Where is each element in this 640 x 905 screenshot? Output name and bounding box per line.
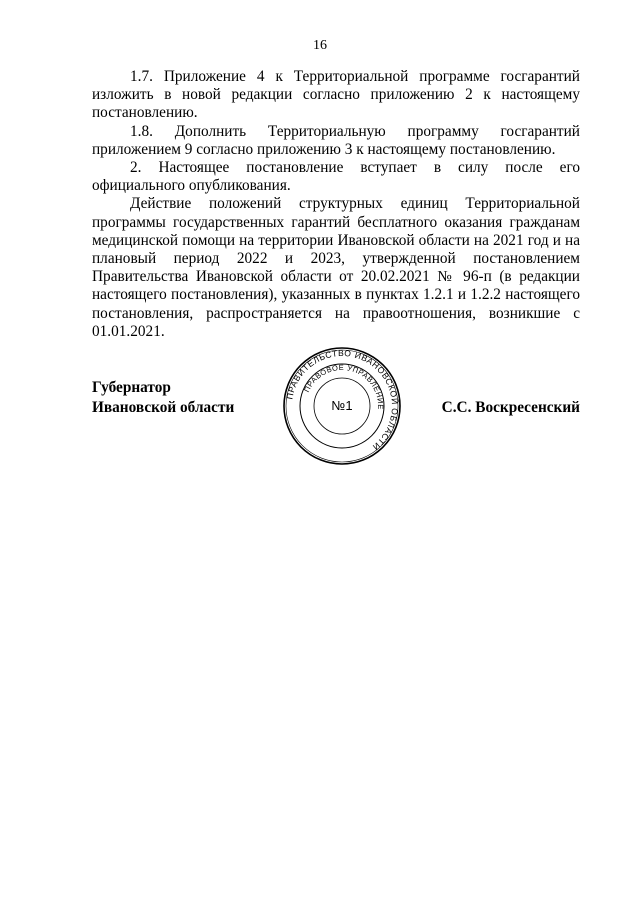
stamp-center-text: №1 bbox=[331, 398, 353, 413]
official-stamp bbox=[282, 346, 402, 466]
signatory-title-line2: Ивановской области bbox=[92, 399, 235, 416]
stamp-outer-text: ПРАВИТЕЛЬСТВО ИВАНОВСКОЙ ОБЛАСТИ bbox=[284, 347, 401, 453]
paragraph-2: 2. Настоящее постановление вступает в силу после его официального опубликования. bbox=[92, 159, 580, 195]
document-body bbox=[92, 68, 580, 341]
stamp-inner-text: ПРАВОВОЕ УПРАВЛЕНИЕ bbox=[302, 362, 386, 410]
signatory-title bbox=[92, 378, 234, 418]
paragraph-1-8: 1.8. Дополнить Территориальную программу госгарантий приложением 9 согласно приложению 3 к настоящему постановлению. bbox=[92, 122, 580, 158]
paragraph-1-7: 1.7. Приложение 4 к Территориальной программе госгарантий изложить в новой редакции согласно приложению 2 к настоящему постановлению. bbox=[92, 68, 580, 122]
paragraph-effect: Действие положений структурных единиц Территориальной программы государственных гарантий бесплатного оказания гражданам медицинской помощи на территории Ивановской области на 2021 год и на плановый период 2022 и 2023, утвержденной постановлением Правительства Ивановской области от 20.02.2021 № 96-п (в редакции настоящего постановления), указанных в пунктах 1.2.1 и 1.2.2 настоящего постановления, распространяется на правоотношения, возникшие с 01.01.2021. bbox=[92, 195, 580, 340]
page-number: 16 bbox=[313, 38, 327, 53]
signatory-title-line1: Губернатор bbox=[92, 379, 171, 396]
signatory-name: С.С. Воскресенский bbox=[441, 399, 580, 416]
